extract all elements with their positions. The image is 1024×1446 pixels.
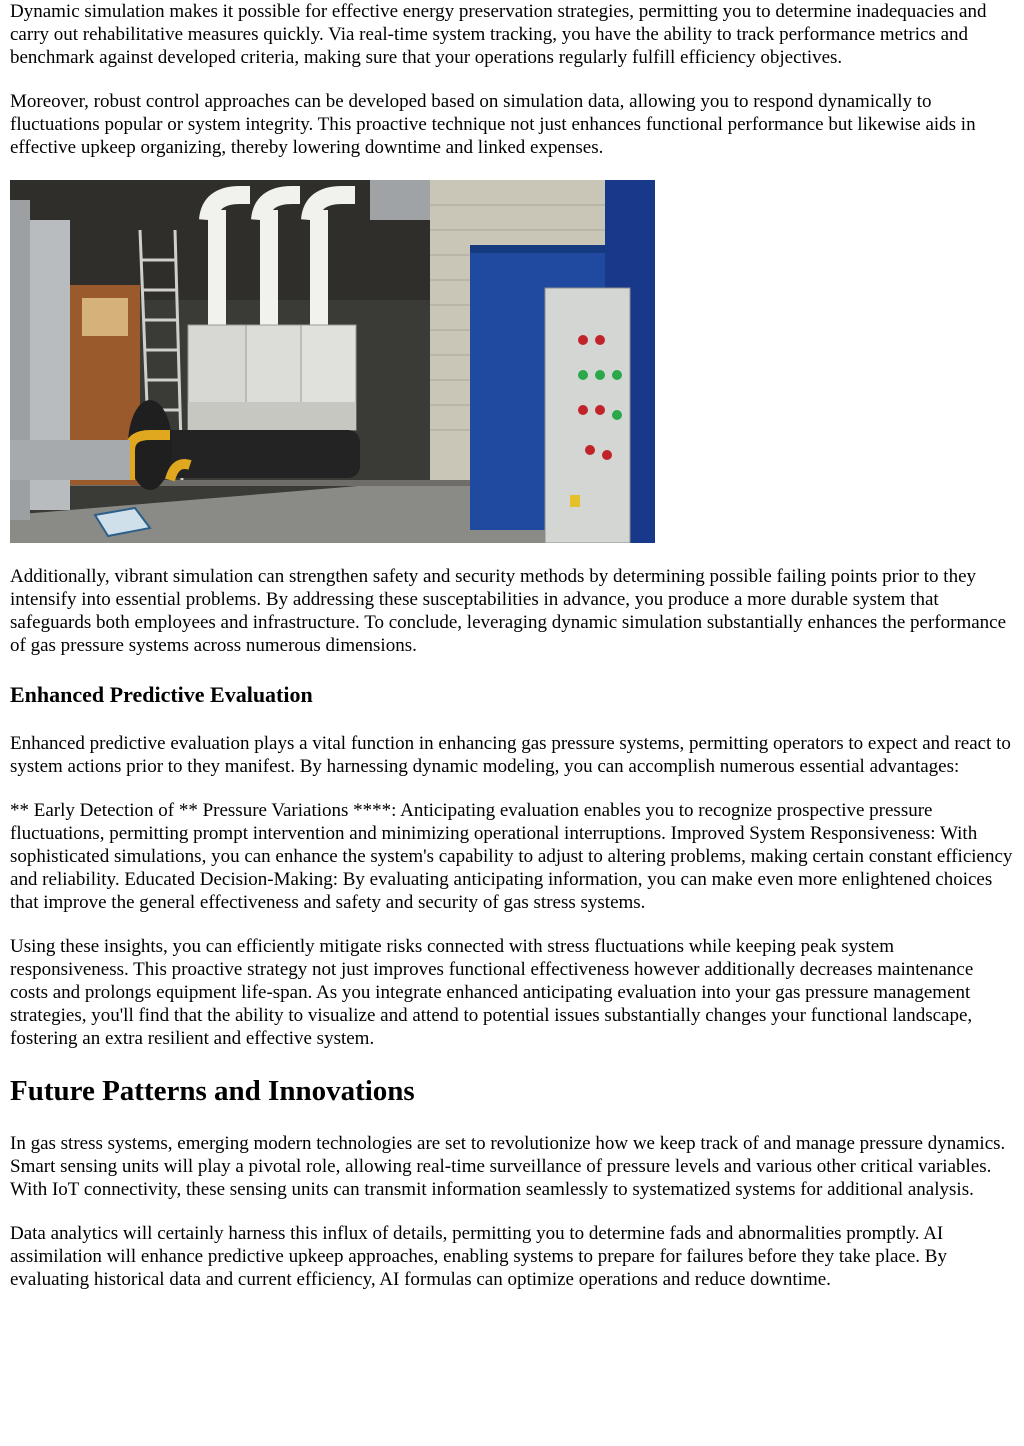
paragraph-predictive-2: ** Early Detection of ** Pressure Variations ****: Anticipating evaluation enables you to recognize prospective pressure fluctuations, permitting prompt intervention and minimizing operational interruptions. Improved System Responsiveness: With sophisticated simulations, you can enhance the system's capability to adjust to altering problems, making certain constant efficiency and reliability. Educated Decision-Making: By evaluating anticipating information, you can make even more enlightened choices that improve the general effectiveness and safety and security of gas stress systems.	[10, 800, 1013, 913]
heading-enhanced-predictive-evaluation: Enhanced Predictive Evaluation	[10, 682, 313, 707]
paragraph-intro-1: Dynamic simulation makes it possible for effective energy preservation strategies, permitting you to determine inadequacies and carry out rehabilitative measures quickly. Via real-time system tracking, you have the ability to track performance metrics and benchmark against developed criteria, making sure that your operations regularly fulfill efficiency objectives.	[10, 1, 987, 68]
boiler-room-photo	[10, 180, 655, 543]
paragraph-future-1: In gas stress systems, emerging modern technologies are set to revolutionize how we keep track of and manage pressure dynamics. Smart sensing units will play a pivotal role, allowing real-time surveillance of pressure levels and various other critical variables. With IoT connectivity, these sensing units can transmit information seamlessly to systematized systems for additional analysis.	[10, 1133, 1006, 1200]
paragraph-intro-2: Moreover, robust control approaches can be developed based on simulation data, allowing you to respond dynamically to fluctuations popular or system integrity. This proactive technique not just enhances functional performance but likewise aids in effective upkeep organizing, thereby lowering downtime and linked expenses.	[10, 91, 976, 158]
paragraph-predictive-3: Using these insights, you can efficiently mitigate risks connected with stress fluctuations while keeping peak system responsiveness. This proactive strategy not just improves functional effectiveness however additionally decreases maintenance costs and prolongs equipment life-span. As you integrate enhanced anticipating evaluation into your gas pressure management strategies, you'll find that the ability to visualize and attend to potential issues substantially changes your functional landscape, fostering an extra resilient and effective system.	[10, 936, 974, 1049]
paragraph-safety: Additionally, vibrant simulation can strengthen safety and security methods by determining possible failing points prior to they intensify into essential problems. By addressing these susceptabilities in advance, you produce a more durable system that safeguards both employees and infrastructure. To conclude, leveraging dynamic simulation substantially enhances the performance of gas pressure systems across numerous dimensions.	[10, 566, 1007, 656]
heading-future-patterns: Future Patterns and Innovations	[10, 1075, 415, 1107]
paragraph-future-2: Data analytics will certainly harness this influx of details, permitting you to determine fads and abnormalities promptly. AI assimilation will enhance predictive upkeep approaches, enabling systems to prepare for failures before they take place. By evaluating historical data and current efficiency, AI formulas can optimize operations and reduce downtime.	[10, 1223, 947, 1290]
paragraph-predictive-1: Enhanced predictive evaluation plays a vital function in enhancing gas pressure systems, permitting operators to expect and react to system actions prior to they manifest. By harnessing dynamic modeling, you can accomplish numerous essential advantages:	[10, 733, 1011, 777]
